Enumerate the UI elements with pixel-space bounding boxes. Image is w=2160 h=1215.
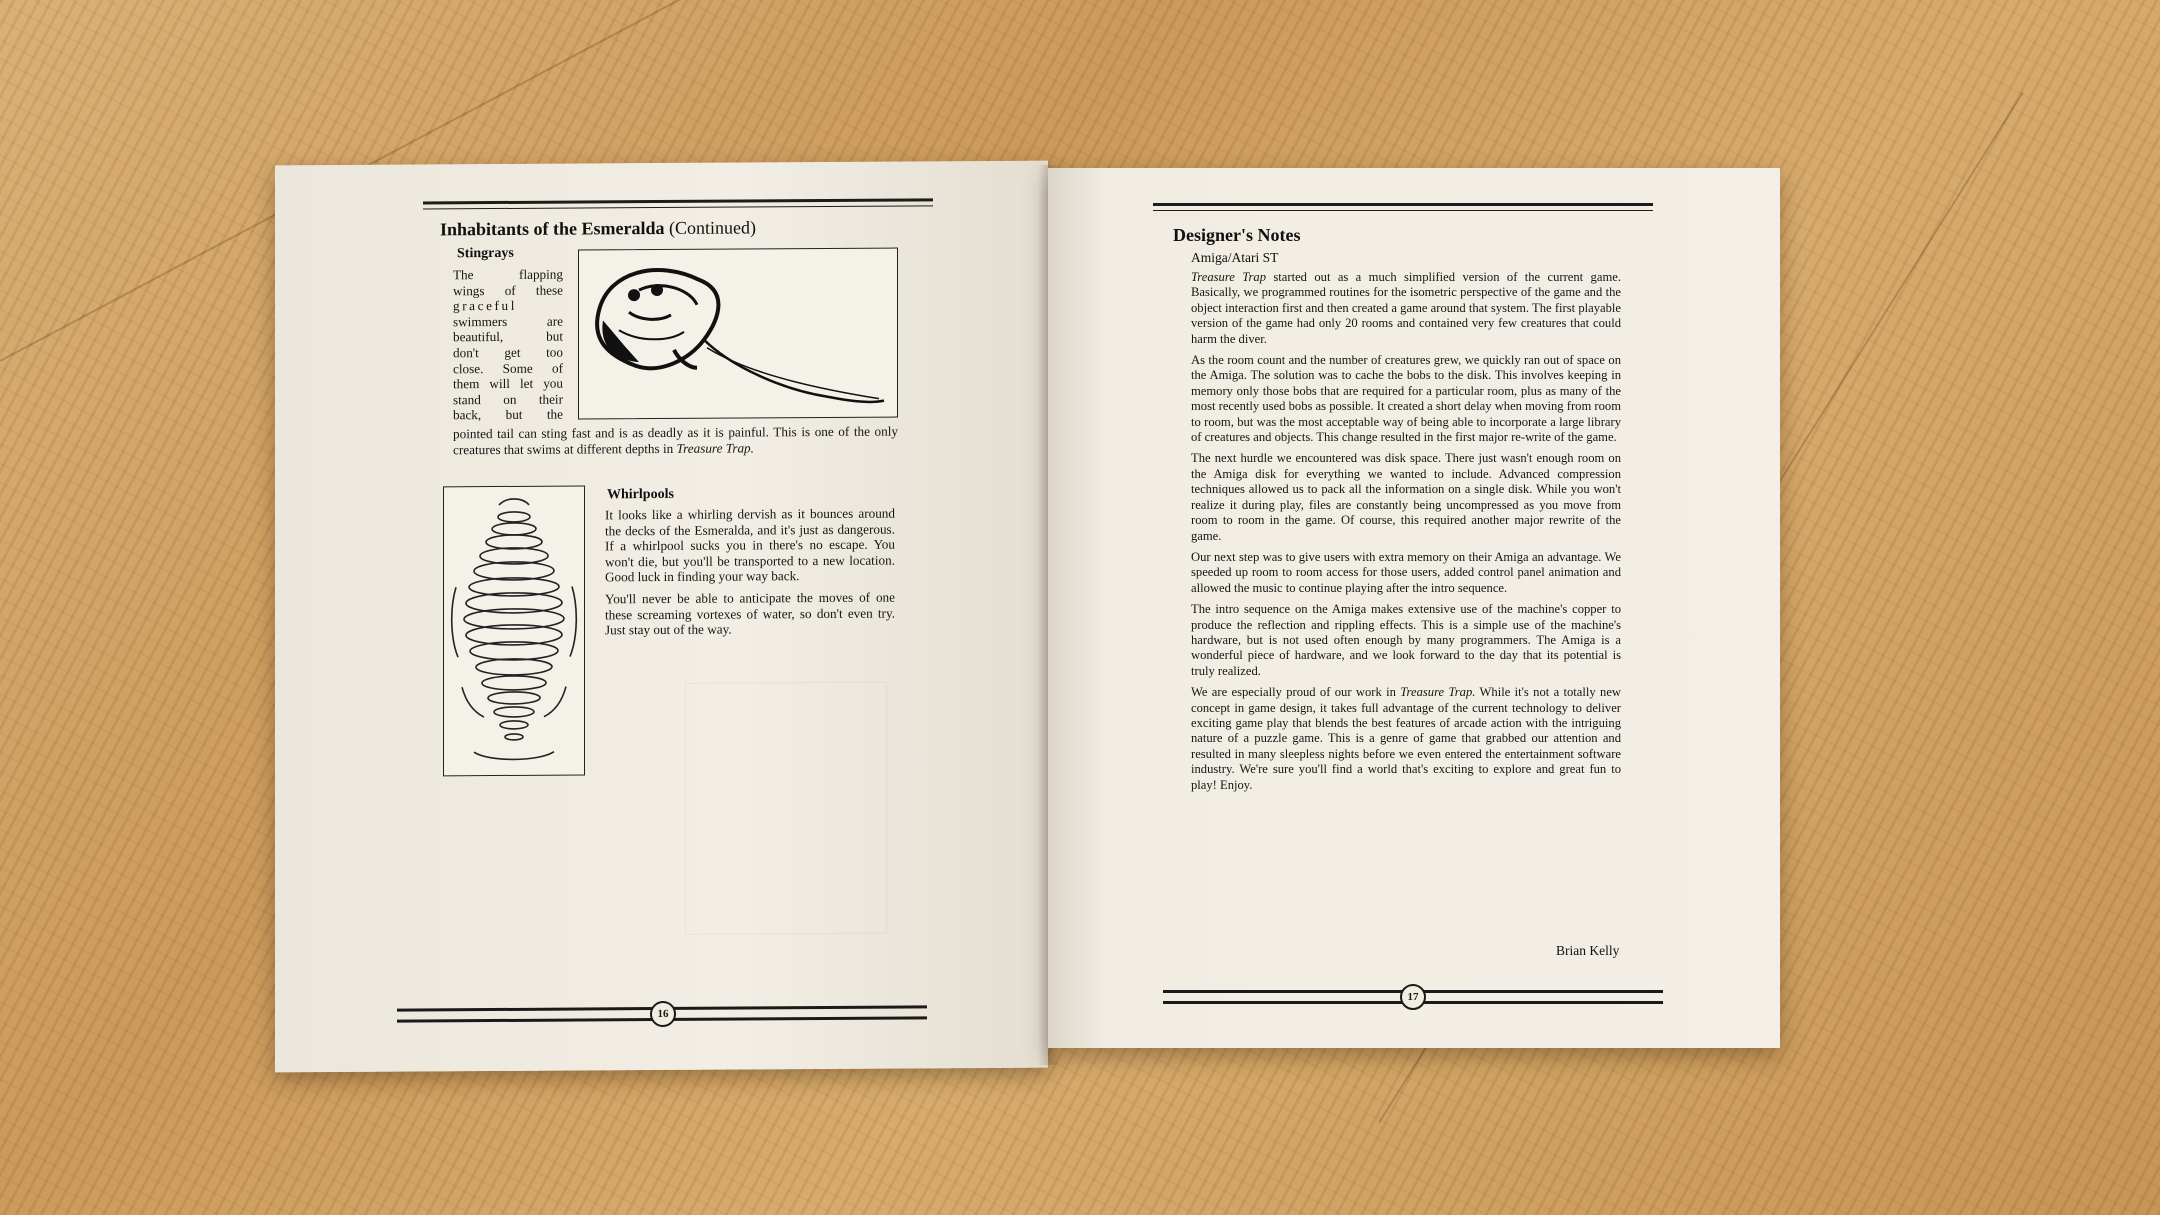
stingray-illustration bbox=[578, 248, 898, 420]
stingrays-text-wide bbox=[453, 424, 898, 458]
whirlpools-text bbox=[605, 506, 895, 645]
notes-para-6 bbox=[1191, 685, 1621, 793]
page-title: Designer's Notes bbox=[1173, 225, 1301, 245]
notes-para-4: Our next step was to give users with extra memory on their Amiga an advantage. We speeded up room to room access for those users, added control panel animation and allowed the music to continue playing after the intro sequence. bbox=[1191, 549, 1621, 595]
title-text: Inhabitants of the Esmeralda bbox=[440, 217, 665, 240]
stingray-icon bbox=[579, 249, 897, 419]
stingrays-line: back, but the bbox=[453, 406, 563, 423]
title-continued: (Continued) bbox=[669, 217, 757, 238]
whirlpools-para-1: It looks like a whirling dervish as it bounces around the decks of the Esmeralda, and it's just as dangerous. If a whirlpool sucks you in there's no escape. You won't die, but you'll be transported to a new location. Good luck in finding your way back. bbox=[605, 505, 895, 585]
designer-notes-body bbox=[1191, 270, 1621, 799]
stingrays-line: The flapping bbox=[453, 266, 563, 283]
booklet-right-page bbox=[1048, 168, 1780, 1048]
header-rule bbox=[423, 198, 933, 204]
stingrays-line: them will let you bbox=[453, 375, 563, 392]
notes-para-1 bbox=[1191, 270, 1621, 347]
stingrays-line: swimmers are bbox=[453, 313, 563, 330]
stingrays-italic: Treasure Trap. bbox=[676, 440, 754, 456]
notes-italic-title: Treasure Trap bbox=[1191, 270, 1267, 284]
whirlpool-illustration bbox=[443, 485, 585, 776]
booklet-left-page bbox=[275, 161, 1048, 1073]
notes-para-1-text: started out as a much simplified version of the current game. Basically, we programmed routines for the isometric perspective of the game and the object interaction first and then created a game around that system. The first playable version of the game had only 20 rooms and contained very few creatures that could harm the diver. bbox=[1191, 270, 1621, 346]
stingrays-line: graceful bbox=[453, 298, 517, 314]
whirlpools-heading: Whirlpools bbox=[607, 486, 674, 503]
notes-para-5: The intro sequence on the Amiga makes extensive use of the machine's copper to produce the reflection and rippling effects. This is a simple use of the machine's hardware, but is not used often enough by many programmers. The Amiga is a wonderful piece of hardware, and we look forward to the day that its potential is truly realized. bbox=[1191, 602, 1621, 678]
stingrays-line: close. Some of bbox=[453, 360, 563, 376]
stingrays-line: beautiful, but bbox=[453, 328, 563, 345]
page-number: 16 bbox=[650, 1001, 676, 1027]
stingrays-text-narrow bbox=[453, 267, 563, 424]
whirlpool-icon bbox=[444, 486, 584, 775]
notes-para-6-italic: Treasure Trap. bbox=[1400, 685, 1476, 700]
stingrays-line: don't get too bbox=[453, 344, 563, 361]
header-rule-thin bbox=[1153, 210, 1653, 211]
bleed-through-shadow bbox=[685, 682, 887, 935]
stingrays-heading: Stingrays bbox=[457, 245, 514, 262]
page-title bbox=[440, 217, 756, 240]
header-rule-thin bbox=[423, 205, 933, 209]
platform-subtitle: Amiga/Atari ST bbox=[1191, 250, 1279, 265]
notes-para-3: The next hurdle we encountered was disk space. There just wasn't enough room on the Amiga disk for everything we wanted to include. Advanced compression techniques allowed us to pack all the information on a single disk. While you won't realize it during play, files are constantly being uncompressed as you move from room to room in the game. Of course, this required another major rewrite of the game. bbox=[1191, 451, 1621, 543]
notes-para-2: As the room count and the number of creatures grew, we quickly ran out of space on the Amiga. The solution was to cache the bobs to the disk. This involves keeping in memory only those bobs that are required for a particular room, plus as many of the most recently used bobs as possible. It created a short delay when moving from room to room, but was the most acceptable way of being able to incorporate a large library of creatures and objects. This change resulted in the first major re-write of the game. bbox=[1191, 353, 1621, 445]
notes-para-6-start: We are especially proud of our work in bbox=[1191, 685, 1396, 700]
author-signature: Brian Kelly bbox=[1556, 943, 1620, 958]
header-rule bbox=[1153, 203, 1653, 206]
stingrays-line: stand on their bbox=[453, 391, 563, 408]
notes-para-6-rest: While it's not a totally new concept in game design, it takes full advantage of the current technology to deliver exciting game play that blends the best features of arcade action with the intriguing nature of a puzzle game. This is a genre of game that grabbed our attention and resulted in many sleepless nights before we even entered the entertainment software industry. We're sure you'll find a world that's exciting to explore and great fun to play! Enjoy. bbox=[1191, 685, 1622, 792]
page-number: 17 bbox=[1400, 984, 1426, 1010]
stingrays-line: wings of these bbox=[453, 282, 563, 298]
stingrays-wide-text: pointed tail can sting fast and is as deadly as it is painful. This is one of the only creatures that swims at different depths in bbox=[453, 423, 898, 457]
whirlpools-para-2: You'll never be able to anticipate the moves of one these screaming vortexes of water, so don't even try. Just stay out of the way. bbox=[605, 589, 895, 638]
